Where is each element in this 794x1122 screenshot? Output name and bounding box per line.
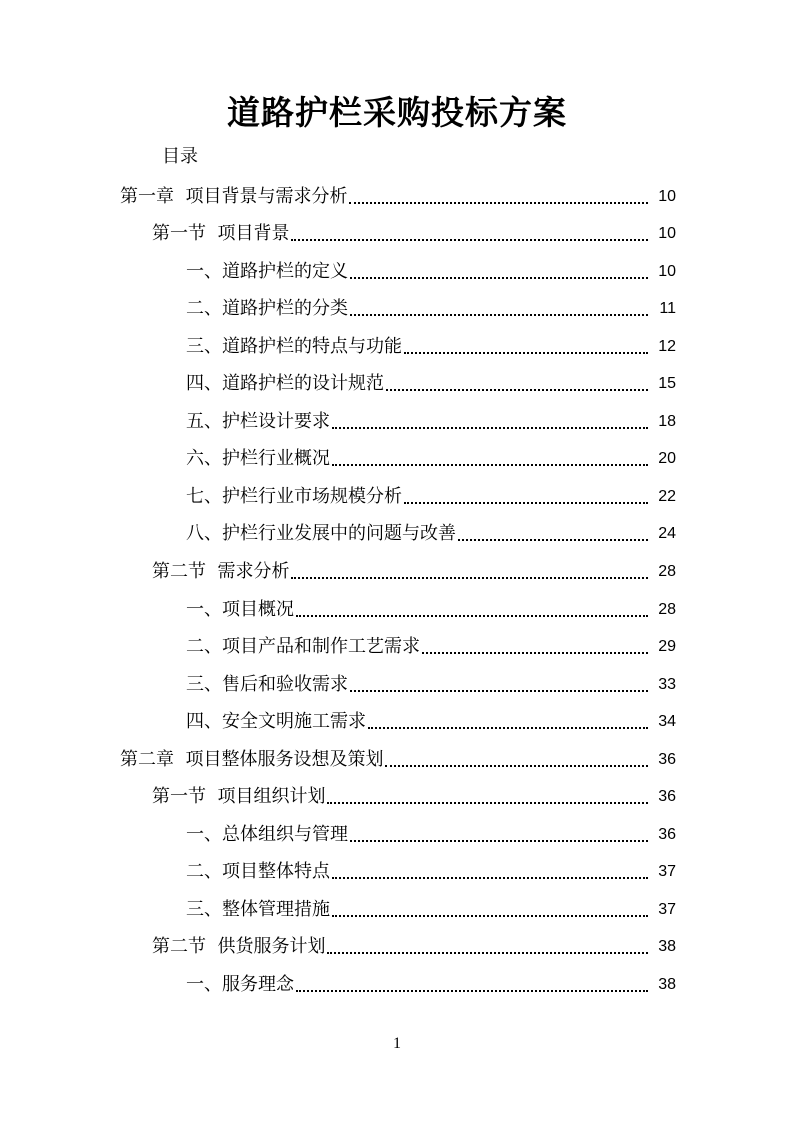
toc-entry-label: 第二章 项目整体服务设想及策划 [120,748,384,770]
toc-entry-label: 第一节 项目背景 [152,223,290,245]
toc-heading: 目录 [162,146,198,167]
toc-entry[interactable] [0,326,794,364]
toc-entry-page: 38 [658,976,676,994]
toc-dot-leader [350,277,648,279]
toc-entry[interactable] [0,964,794,1002]
toc-dot-leader [385,765,648,767]
toc-entry[interactable] [0,439,794,477]
toc-entry-page: 36 [658,750,676,768]
toc-entry[interactable] [0,777,794,815]
toc-dot-leader [332,427,648,429]
toc-entry-label: 七、护栏行业市场规模分析 [186,485,402,507]
toc-dot-leader [404,352,648,354]
toc-entry[interactable] [0,364,794,402]
toc-entry[interactable] [0,852,794,890]
toc-entry[interactable] [0,514,794,552]
toc-entry[interactable] [0,927,794,965]
toc-dot-leader [386,389,648,391]
toc-entry[interactable] [0,702,794,740]
toc-entry[interactable] [0,627,794,665]
toc-dot-leader [296,615,648,617]
document-title: 道路护栏采购投标方案 [227,93,567,132]
toc-dot-leader [327,802,648,804]
toc-entry-page: 29 [658,638,676,656]
toc-dot-leader [332,915,648,917]
toc-entry-page: 37 [658,863,676,881]
toc-entry-page: 15 [658,375,676,393]
toc-entry-page: 36 [658,825,676,843]
toc-entry[interactable] [0,814,794,852]
toc-entry-label: 三、整体管理措施 [186,898,330,920]
toc-entry-page: 10 [658,262,676,280]
toc-entry-page: 33 [658,675,676,693]
toc-dot-leader [349,202,648,204]
toc-dot-leader [350,314,648,316]
toc-dot-leader [404,502,648,504]
toc-entry-label: 一、总体组织与管理 [186,823,348,845]
toc-entry-label: 四、安全文明施工需求 [186,711,366,733]
toc-entry-label: 二、道路护栏的分类 [186,298,348,320]
toc-dot-leader [332,464,648,466]
toc-entry-label: 二、项目产品和制作工艺需求 [186,636,420,658]
toc-entry-label: 第一章 项目背景与需求分析 [120,185,348,207]
toc-entry-label: 第一节 项目组织计划 [152,786,326,808]
toc-entry-page: 28 [658,600,676,618]
toc-entry-page: 38 [658,938,676,956]
toc-entry-page: 22 [658,487,676,505]
toc-entry-label: 三、售后和验收需求 [186,673,348,695]
toc-dot-leader [332,877,648,879]
toc-entry-page: 36 [658,788,676,806]
toc-entry[interactable] [0,476,794,514]
toc-dot-leader [368,727,648,729]
toc-entry[interactable] [0,551,794,589]
toc-dot-leader [350,690,648,692]
toc-entry-label: 一、项目概况 [186,598,294,620]
toc-entry[interactable] [0,739,794,777]
toc-dot-leader [291,239,648,241]
toc-entry-page: 18 [658,412,676,430]
toc-entry-page: 24 [658,525,676,543]
toc-entry[interactable] [0,214,794,252]
toc-entry[interactable] [0,589,794,627]
toc-dot-leader [291,577,648,579]
toc-entry-label: 一、服务理念 [186,974,294,996]
toc-dot-leader [327,952,648,954]
toc-entry[interactable] [0,889,794,927]
toc-entry-page: 20 [658,450,676,468]
toc-entry-page: 37 [658,900,676,918]
toc-dot-leader [296,990,648,992]
toc-entry-page: 10 [658,187,676,205]
toc-entry[interactable] [0,176,794,214]
toc-dot-leader [458,539,648,541]
toc-entry-label: 第二节 供货服务计划 [152,936,326,958]
toc-entry-label: 六、护栏行业概况 [186,448,330,470]
toc-dot-leader [350,840,648,842]
toc-entry[interactable] [0,289,794,327]
toc-entry-label: 四、道路护栏的设计规范 [186,373,384,395]
page-number: 1 [393,1035,401,1052]
toc-dot-leader [422,652,648,654]
toc-entry-page: 11 [659,300,676,318]
table-of-contents [0,176,794,1002]
toc-entry-page: 28 [658,563,676,581]
toc-entry-label: 五、护栏设计要求 [186,410,330,432]
toc-entry-page: 12 [658,337,676,355]
toc-entry-label: 第二节 需求分析 [152,561,290,583]
toc-entry-label: 三、道路护栏的特点与功能 [186,335,402,357]
toc-entry-page: 34 [658,713,676,731]
toc-entry-page: 10 [658,225,676,243]
toc-entry[interactable] [0,251,794,289]
toc-entry-label: 一、道路护栏的定义 [186,260,348,282]
toc-entry-label: 八、护栏行业发展中的问题与改善 [186,523,456,545]
toc-entry[interactable] [0,664,794,702]
toc-entry-label: 二、项目整体特点 [186,861,330,883]
toc-entry[interactable] [0,401,794,439]
